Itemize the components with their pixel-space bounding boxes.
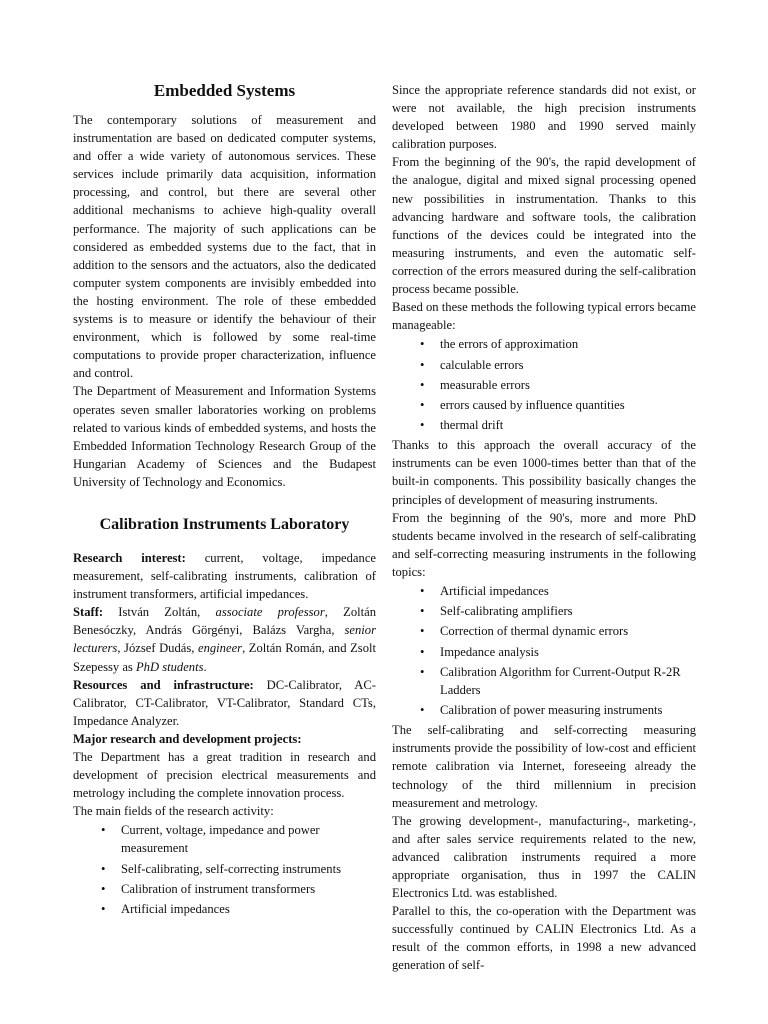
label: Resources and infrastructure: (73, 677, 254, 692)
paragraph: Based on these methods the following typical errors became manageable: (392, 300, 696, 333)
paragraph: The growing development-, manufacturing-, marketing-, and after sales service requirements related to the new, advanced calibration instruments required a more appropriate organisation, thus in 1997 the CALIN Electronics Ltd. was established. (392, 813, 696, 901)
label: Staff: (73, 605, 104, 620)
text: . (203, 659, 207, 674)
text: DC-Calibrator, AC-Calibrator, CT-Calibrator, VT-Calibrator, Standard CTs, Impedance Analyzer. (73, 677, 377, 728)
list-item: • Calibration of instrument transformers (73, 880, 376, 898)
paragraph: The self-calibrating and self-correcting measuring instruments provide the possibility of low-cost and efficient remote calibration via Internet, foreseeing already the technology of the third millennium in precision measurement and metrology. (392, 723, 696, 810)
list-item: • thermal drift (392, 416, 696, 434)
paragraph: The contemporary solutions of measurement and instrumentation are based on dedicated computer systems, and offer a wide variety of autonomous services. These services include primarily data acquisition, information processing, and control, but there are several other additional mechanisms to achieve high-quality overall performance. The majority of such applications can be considered as embedded systems due to the fact, that in addition to the sensors and the actuators, also the dedicated computer system components are invisibly embedded into the hosting environment. The role of these embedded systems is to measure or identify the behaviour of their environment, which is followed by some real-time computations to provide proper characterization, influence and control. (73, 113, 376, 381)
paragraph: The Department has a great tradition in research and development of precision electrical measurements and metrology including the complete innovation process. (73, 750, 376, 801)
role: associate professor (215, 605, 325, 620)
list-item: • Impedance analysis (392, 643, 696, 661)
list-item: • the errors of approximation (392, 335, 696, 353)
text: current, voltage, impedance measurement, self-calibrating instruments, calibration of instrument transformers, artificial impedances. (73, 550, 376, 602)
list-item: • Self-calibrating amplifiers (392, 602, 696, 620)
text: , Zoltán Román, and Zsolt Szepessy as (73, 641, 376, 674)
research-interest-paragraph (73, 549, 376, 603)
paragraph: From the beginning of the 90's, more and more PhD students became involved in the research of self-calibrating and self-correcting measuring instruments in the following topics: (392, 510, 696, 579)
list-item: • Calibration of power measuring instruments (392, 701, 696, 719)
role: senior lecturers (73, 623, 376, 656)
topics-list (392, 582, 696, 719)
list-item: • measurable errors (392, 376, 696, 394)
role: engineer (198, 641, 243, 656)
text: , Zoltán Benesóczky, András Görgényi, Balázs Vargha, (73, 605, 377, 638)
list-item: • Artificial impedances (392, 582, 696, 600)
paragraph: Since the appropriate reference standards did not exist, or were not available, the high precision instruments developed between 1980 and 1990 served mainly calibration purposes. (392, 83, 696, 152)
left-column (73, 81, 376, 920)
list-item: • Artificial impedances (73, 900, 376, 918)
section-title-calibration-lab: Calibration Instruments Laboratory (99, 515, 350, 533)
errors-list (392, 335, 696, 434)
role: PhD students (135, 659, 204, 674)
paragraph: Thanks to this approach the overall accuracy of the instruments can be even 1000-times better than that of the built-in components. This possibility basically changes the principles of development of measuring instruments. (392, 438, 696, 507)
section-title-embedded-systems: Embedded Systems (153, 81, 296, 100)
text: , József Dudás, (117, 641, 198, 656)
text: István Zoltán, (103, 605, 216, 620)
staff-paragraph (73, 603, 376, 675)
paragraph: Parallel to this, the co-operation with the Department was successfully continued by CALIN Electronics Ltd. As a result of the common efforts, in 1998 a new advanced generation of self- (392, 904, 696, 973)
right-column (392, 81, 696, 975)
paragraph: The Department of Measurement and Information Systems operates seven smaller laboratories working on problems related to various kinds of embedded systems, and hosts the Embedded Information Technology Research Group of the Hungarian Academy of Sciences and the Budapest University of Technology and Economics. (73, 384, 376, 489)
resources-paragraph (73, 676, 376, 730)
list-item: • Current, voltage, impedance and power measurement (73, 821, 376, 857)
label: Major research and development projects: (73, 731, 302, 746)
list-item: • calculable errors (392, 356, 696, 374)
research-fields-list (73, 821, 376, 918)
list-item: • errors caused by influence quantities (392, 396, 696, 414)
paragraph: From the beginning of the 90's, the rapid development of the analogue, digital and mixed signal processing opened new possibilities in instrumentation. Thanks to this advancing hardware and software tools, the calibration functions of the devices could be integrated into the measuring instruments, and even the automatic self-correction of the errors measured during the self-calibration process became possible. (392, 155, 696, 297)
list-item: • Calibration Algorithm for Current-Output R-2R Ladders (392, 663, 696, 699)
paragraph: The main fields of the research activity: (73, 804, 274, 819)
list-item: • Self-calibrating, self-correcting instruments (73, 860, 376, 878)
list-item: • Correction of thermal dynamic errors (392, 622, 696, 640)
label: Research interest: (73, 550, 186, 565)
projects-heading (73, 730, 376, 748)
